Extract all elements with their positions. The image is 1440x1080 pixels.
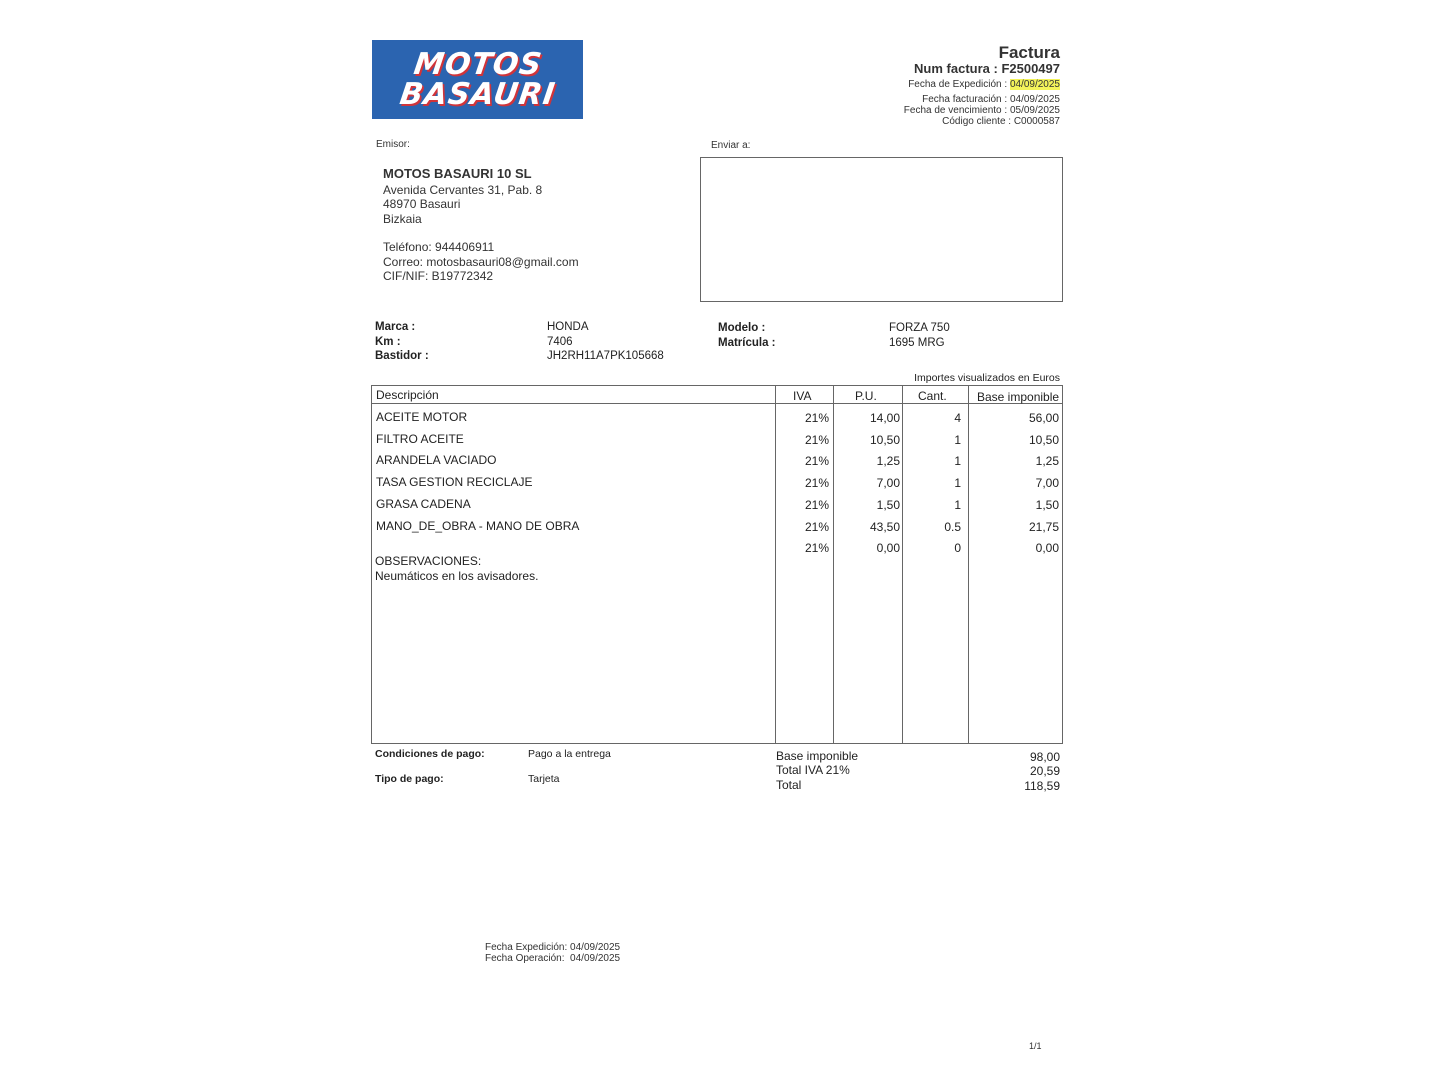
observations-label: OBSERVACIONES: [375,554,482,568]
row-iva: 21% [804,541,829,556]
currency-note: Importes visualizados en Euros [914,372,1060,384]
emisor-address-line: Avenida Cervantes 31, Pab. 8 [383,182,543,197]
row-quantity: 1 [954,454,961,469]
header-taxable-base: Base imponible [977,390,1060,404]
header-quantity: Cant. [918,389,947,403]
row-unit-price: 1,50 [876,497,900,512]
row-description: TASA GESTION RECICLAJE [376,475,533,490]
row-iva: 21% [804,454,829,469]
vin-value: JH2RH11A7PK105668 [547,350,664,362]
iva-total-value: 20,59 [1029,764,1060,778]
plate-value: 1695 MRG [889,336,945,349]
footer-dates [485,942,620,964]
row-taxable-base: 56,00 [1028,411,1059,425]
invoice-number: Num factura : F2500497 [914,61,1060,76]
row-taxable-base: 10,50 [1028,432,1059,447]
footer-operation-date: Fecha Operación: 04/09/2025 [485,953,621,964]
payment-type-label: Tipo de pago: [375,773,444,785]
model-value: FORZA 750 [889,322,950,334]
vin-label: Bastidor : [375,350,429,362]
row-description: FILTRO ACEITE [376,431,464,446]
row-description: ACEITE MOTOR [376,410,468,424]
client-code: Código cliente : C0000587 [942,116,1060,127]
row-iva: 21% [804,476,829,491]
base-total-value: 98,00 [1029,750,1060,764]
invoice-title: Factura [998,43,1060,62]
logo-text-line2: BASAURI [397,76,558,112]
emisor-address-line: 48970 Basauri [383,197,461,211]
row-unit-price: 0,00 [876,541,900,556]
row-unit-price: 14,00 [869,411,900,425]
vehicle-values-right [889,321,950,350]
row-taxable-base: 21,75 [1028,519,1059,534]
row-iva: 21% [804,497,829,512]
emisor-block [383,167,579,284]
iva-total-label: Total IVA 21% [776,763,850,777]
payment-conditions-value: Pago a la entrega [528,748,611,760]
row-unit-price: 43,50 [869,519,900,534]
emisor-email: Correo: motosbasauri08@gmail.com [383,254,579,269]
issue-date-value: 04/09/2025 [1009,79,1060,90]
header-description: Descripción [376,388,439,402]
emisor-phone: Teléfono: 944406911 [383,240,495,254]
issue-date [908,79,1060,90]
issue-date-label: Fecha de Expedición : [908,79,1010,90]
row-quantity: 1 [954,476,961,491]
payment-type-value: Tarjeta [528,773,560,785]
observations [375,554,538,584]
model-label: Modelo : [718,322,766,334]
emisor-address-line: Bizkaia [383,211,422,226]
grand-total-label: Total [776,778,802,792]
ship-to-box [700,157,1063,302]
payment-conditions-label: Condiciones de pago: [375,748,485,760]
row-iva: 21% [804,519,829,534]
emisor-name: MOTOS BASAURI 10 SL [383,166,532,181]
header-unit-price: P.U. [855,389,877,403]
row-iva: 21% [804,411,829,425]
vehicle-values-left [547,320,664,364]
row-taxable-base: 0,00 [1035,541,1059,556]
observations-text: Neumáticos en los avisadores. [375,569,539,583]
row-quantity: 0.5 [944,519,961,534]
row-unit-price: 7,00 [876,476,900,491]
ship-to-label: Enviar a: [711,140,751,151]
row-quantity: 0 [954,541,961,556]
row-taxable-base: 7,00 [1035,476,1059,491]
logo-text-line1: MOTOS [411,46,544,82]
row-description: MANO_DE_OBRA - MANO DE OBRA [376,518,580,533]
brand-value: HONDA [547,321,589,333]
row-taxable-base: 1,25 [1035,454,1059,469]
plate-label: Matrícula : [718,336,776,349]
row-unit-price: 1,25 [876,454,900,469]
row-quantity: 1 [954,497,961,512]
emisor-cif: CIF/NIF: B19772342 [383,269,494,283]
emisor-label: Emisor: [376,139,410,150]
row-quantity: 4 [954,411,961,425]
table-row [372,497,1062,518]
table-row [372,475,1062,496]
row-description: ARANDELA VACIADO [376,453,497,468]
base-total-label: Base imponible [776,749,859,763]
header-iva: IVA [793,389,812,403]
row-unit-price: 10,50 [869,432,900,447]
table-row [372,519,1062,540]
company-logo [372,40,583,119]
row-description: GRASA CADENA [376,496,471,511]
row-quantity: 1 [954,432,961,447]
vehicle-labels-left [375,320,429,364]
vehicle-labels-right [718,321,776,350]
table-row [372,453,1062,474]
table-row [372,432,1062,453]
row-taxable-base: 1,50 [1035,497,1059,512]
due-date: Fecha de vencimiento : 05/09/2025 [903,105,1060,116]
row-iva: 21% [804,432,829,447]
page-number: 1/1 [1029,1041,1042,1051]
km-label: Km : [375,335,401,348]
grand-total-value: 118,59 [1024,779,1060,793]
footer-issue-date: Fecha Expedición: 04/09/2025 [485,942,621,953]
brand-label: Marca : [375,321,416,333]
km-value: 7406 [547,335,573,348]
table-row [372,410,1062,431]
billing-date: Fecha facturación : 04/09/2025 [922,94,1060,105]
